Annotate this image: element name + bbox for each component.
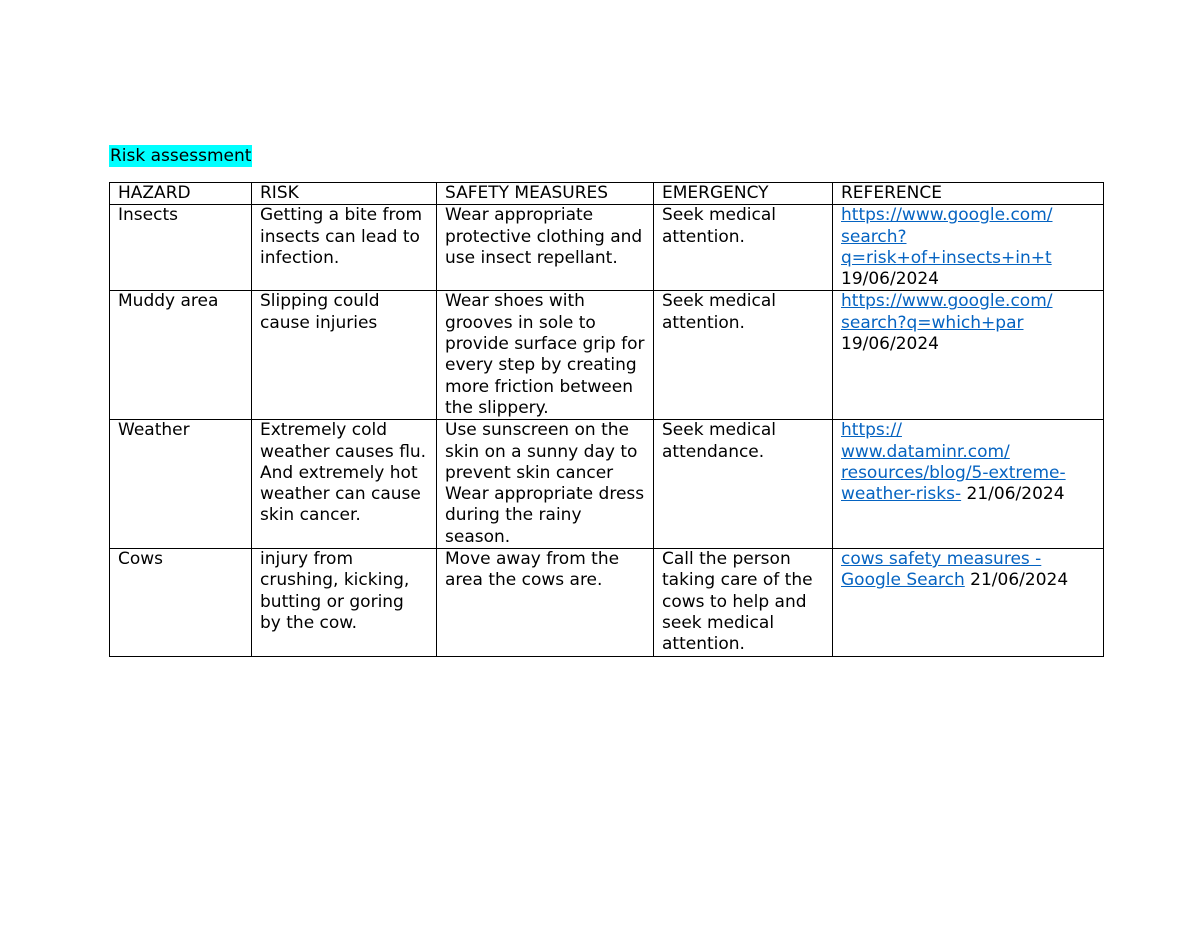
header-emergency: EMERGENCY bbox=[654, 183, 833, 205]
cell-emergency: Seek medical attention. bbox=[654, 205, 833, 291]
reference-date: 19/06/2024 bbox=[841, 334, 939, 355]
cell-risk: Getting a bite from insects can lead to infection. bbox=[252, 205, 437, 291]
cell-reference bbox=[833, 549, 1104, 656]
cell-safety-measures: Wear shoes with grooves in sole to provide surface grip for every step by creating more friction between the slippery. bbox=[437, 291, 654, 420]
risk-assessment-table bbox=[109, 182, 1104, 657]
table-header-row bbox=[110, 183, 1104, 205]
header-hazard: HAZARD bbox=[110, 183, 252, 205]
cell-emergency: Call the person taking care of the cows to help and seek medical attention. bbox=[654, 549, 833, 656]
cell-risk: Extremely cold weather causes flu. And extremely hot weather can cause skin cancer. bbox=[252, 420, 437, 549]
header-reference: REFERENCE bbox=[833, 183, 1104, 205]
reference-date: 21/06/2024 bbox=[966, 484, 1065, 505]
cell-reference bbox=[833, 420, 1104, 549]
cell-hazard: Cows bbox=[110, 549, 252, 656]
cell-risk: injury from crushing, kicking, butting or goring by the cow. bbox=[252, 549, 437, 656]
cell-emergency: Seek medical attendance. bbox=[654, 420, 833, 549]
reference-link[interactable]: cows safety measures - Google Search bbox=[841, 549, 1042, 591]
reference-link[interactable]: https:// www.dataminr.com/ resources/blog/5-extreme- weather-risks- bbox=[841, 420, 1066, 505]
cell-reference bbox=[833, 291, 1104, 420]
table-row bbox=[110, 205, 1104, 291]
cell-hazard: Muddy area bbox=[110, 291, 252, 420]
cell-emergency: Seek medical attention. bbox=[654, 291, 833, 420]
table-row bbox=[110, 549, 1104, 656]
cell-hazard: Weather bbox=[110, 420, 252, 549]
table-row bbox=[110, 420, 1104, 549]
table-row bbox=[110, 291, 1104, 420]
cell-safety-measures: Move away from the area the cows are. bbox=[437, 549, 654, 656]
reference-link[interactable]: https://www.google.com/ search?q=which+par bbox=[841, 291, 1053, 333]
cell-safety-measures: Use sunscreen on the skin on a sunny day to prevent skin cancer Wear appropriate dress during the rainy season. bbox=[437, 420, 654, 549]
cell-hazard: Insects bbox=[110, 205, 252, 291]
cell-reference bbox=[833, 205, 1104, 291]
reference-link[interactable]: https://www.google.com/ search? q=risk+of+insects+in+t bbox=[841, 205, 1053, 268]
header-risk: RISK bbox=[252, 183, 437, 205]
cell-risk: Slipping could cause injuries bbox=[252, 291, 437, 420]
document-title: Risk assessment bbox=[110, 146, 252, 166]
reference-date: 21/06/2024 bbox=[970, 570, 1069, 591]
header-safety-measures: SAFETY MEASURES bbox=[437, 183, 654, 205]
cell-safety-measures: Wear appropriate protective clothing and use insect repellant. bbox=[437, 205, 654, 291]
reference-date: 19/06/2024 bbox=[841, 269, 939, 290]
